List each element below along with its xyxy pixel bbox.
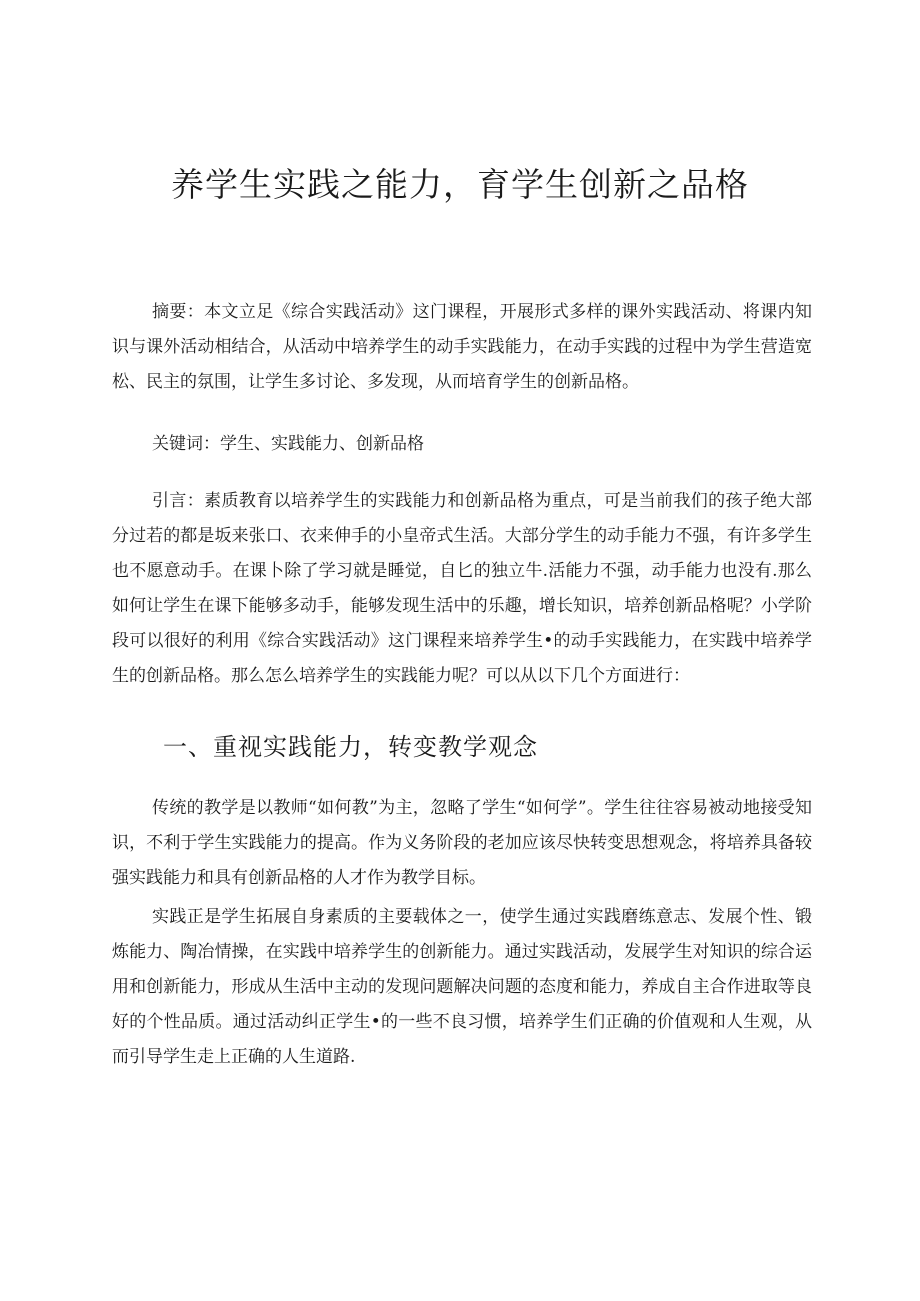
abstract-paragraph: 摘要：本文立足《综合实践活动》这门课程，开展形式多样的课外实践活动、将课内知识与课外活动相结合，从活动中培养学生的动手实践能力，在动手实践的过程中为学生营造宽松、民主的氛围，让学生多讨论、多发现，从而培育学生的创新品格。 [112,302,812,392]
section-paragraph: 实践正是学生拓展自身素质的主要载体之一，使学生通过实践磨练意志、发展个性、锻炼能力、陶冶情操，在实践中培养学生的创新能力。通过实践活动，发展学生对知识的综合运用和创新能力，形成从生活中主动的发现问题解决问题的态度和能力，养成自主合作进取等良好的个性品质。通过活动纠正学生•的一些不良习惯，培养学生们正确的价值观和人生观，从而引导学生走上正确的人生道路. [112,907,812,1067]
introduction-paragraph: 引言：素质教育以培养学生的实践能力和创新品格为重点，可是当前我们的孩子绝大部分过若的都是坂来张口、衣来伸手的小皇帝式生活。大部分学生的动手能力不强，有许多学生也不愿意动手。在课卜除了学习就是睡觉，自匕的独立牛.活能力不强，动手能力也没有.那么如何让学生在课下能够多动手，能够发现生活中的乐趣，增长知识，培养创新品格呢？小学阶段可以很好的利用《综合实践活动》这门课程来培养学生•的动手实践能力，在实践中培养学生的创新品格。那么怎么培养学生的实践能力呢？可以从以下几个方面进行： [112,491,812,686]
section-paragraph: 传统的教学是以教师“如何教”为主，忽略了学生“如何学”。学生往往容易被动地接受知识，不利于学生实践能力的提高。作为义务阶段的老加应该尽快转变思想观念，将培养具备较强实践能力和具有创新品格的人才作为教学目标。 [112,798,812,888]
keywords-paragraph: 关键词：学生、实践能力、创新品格 [152,434,424,454]
section-heading: 一、重视实践能力，转变教学观念 [163,733,538,761]
document-title: 养学生实践之能力，育学生创新之品格 [171,165,749,204]
